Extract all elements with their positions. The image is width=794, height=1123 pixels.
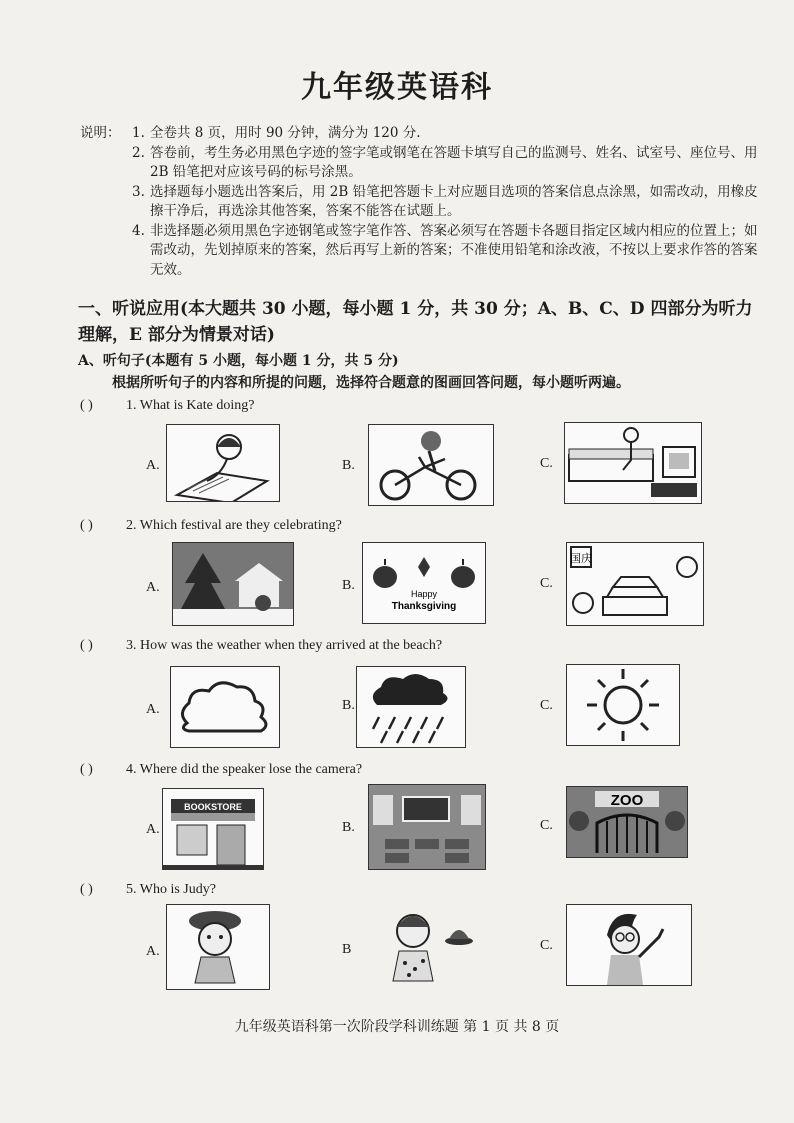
option-b-label[interactable]: B. (342, 698, 355, 713)
instruction-text: 选择题每小题选出答案后，用 2B 铅笔把答题卡上对应题目选项的答案信息点涂黑，如需改动，用橡皮擦干净后，再选涂其他答案，答案不能答在试题上。 (150, 183, 758, 219)
question-1 (80, 398, 254, 414)
option-a-label[interactable]: A. (146, 458, 160, 473)
option-c-label[interactable]: C. (540, 576, 553, 591)
section-heading: 一、听说应用(本大题共 30 小题，每小题 1 分，共 30 分；A、B、C、D 四部分为听力理解，E 部分为情景对话) (78, 299, 753, 345)
national-day-picture[interactable] (566, 542, 704, 626)
svg-text:ZOO: ZOO (610, 792, 644, 809)
option-a-label[interactable]: A. (146, 822, 160, 837)
option-a-label[interactable]: A. (146, 702, 160, 717)
answer-blank[interactable]: ( ) (80, 882, 93, 897)
instruction-text: 全卷共 8 页，用时 90 分钟，满分为 120 分. (150, 125, 421, 141)
instruction-number: 4. (132, 222, 145, 239)
answer-blank[interactable]: ( ) (80, 762, 93, 777)
instructions (80, 124, 760, 280)
option-c-label[interactable]: C. (540, 938, 553, 953)
girl-waving-glasses-picture[interactable] (566, 904, 692, 986)
girl-with-hat-picture[interactable] (166, 904, 270, 990)
instruction-text: 非选择题必须用黑色字迹钢笔或签字笔作答、答案必须写在答题卡各题目指定区域内相应的位置上；如需改动，先划掉原来的答案，然后再写上新的答案；不准使用铅笔和涂改液，不按以上要求作答的答案无效。 (150, 222, 758, 278)
instruction-number: 3. (132, 183, 145, 200)
option-b-label[interactable]: B. (342, 578, 355, 593)
instruction-number: 1. (132, 125, 145, 141)
thanksgiving-picture[interactable] (362, 542, 486, 624)
option-b-label[interactable]: B. (342, 820, 355, 835)
option-b-label[interactable]: B (342, 942, 352, 957)
option-a-label[interactable]: A. (146, 944, 160, 959)
question-text: 3. How was the weather when they arrived at the beach? (126, 638, 443, 653)
instructions-label: 说明： (80, 125, 121, 141)
question-5 (80, 882, 216, 898)
cloudy-picture[interactable] (170, 666, 280, 748)
christmas-picture[interactable] (172, 542, 294, 626)
girl-cycling-picture[interactable] (368, 424, 494, 506)
part-a-heading: A、听句子(本题有 5 小题，每小题 1 分，共 5 分) (78, 353, 399, 369)
zoo-picture[interactable] (566, 786, 688, 858)
instruction-text: 答卷前，考生务必用黑色字迹的签字笔或钢笔在答题卡填写自己的监测号、姓名、试室号、座位号、用 2B 铅笔把对应该号码的标号涂黑。 (150, 144, 758, 180)
svg-text:BOOKSTORE: BOOKSTORE (184, 802, 242, 812)
svg-text:Happy: Happy (410, 589, 438, 599)
question-text: 2. Which festival are they celebrating? (126, 518, 342, 533)
option-b-label[interactable]: B. (342, 458, 355, 473)
classroom-picture[interactable] (368, 784, 486, 870)
sunny-picture[interactable] (566, 664, 680, 746)
girl-holding-hat-picture[interactable] (372, 904, 482, 988)
question-2 (80, 518, 342, 534)
option-a-label[interactable]: A. (146, 580, 160, 595)
instruction-number: 2. (132, 144, 145, 161)
part-a-directions: 根据所听句子的内容和所提的问题，选择符合题意的图画回答问题，每小题听两遍。 (112, 375, 630, 391)
answer-blank[interactable]: ( ) (80, 638, 93, 653)
answer-blank[interactable]: ( ) (80, 398, 93, 413)
girl-watching-tv-picture[interactable] (564, 422, 702, 504)
bookstore-picture[interactable] (162, 788, 264, 870)
question-text: 5. Who is Judy? (126, 882, 216, 897)
answer-blank[interactable]: ( ) (80, 518, 93, 533)
option-c-label[interactable]: C. (540, 818, 553, 833)
girl-writing-picture[interactable] (166, 424, 280, 502)
svg-text:国庆: 国庆 (570, 552, 592, 565)
svg-text:Thanksgiving: Thanksgiving (391, 601, 457, 612)
page-title: 九年级英语科 (301, 70, 493, 105)
question-3 (80, 638, 442, 654)
rainy-picture[interactable] (356, 666, 466, 748)
question-text: 1. What is Kate doing? (126, 398, 255, 413)
option-c-label[interactable]: C. (540, 456, 553, 471)
option-c-label[interactable]: C. (540, 698, 553, 713)
page-footer: 九年级英语科第一次阶段学科训练题 第 1 页 共 8 页 (234, 1019, 560, 1035)
question-4 (80, 762, 362, 778)
question-text: 4. Where did the speaker lose the camera? (126, 762, 363, 777)
